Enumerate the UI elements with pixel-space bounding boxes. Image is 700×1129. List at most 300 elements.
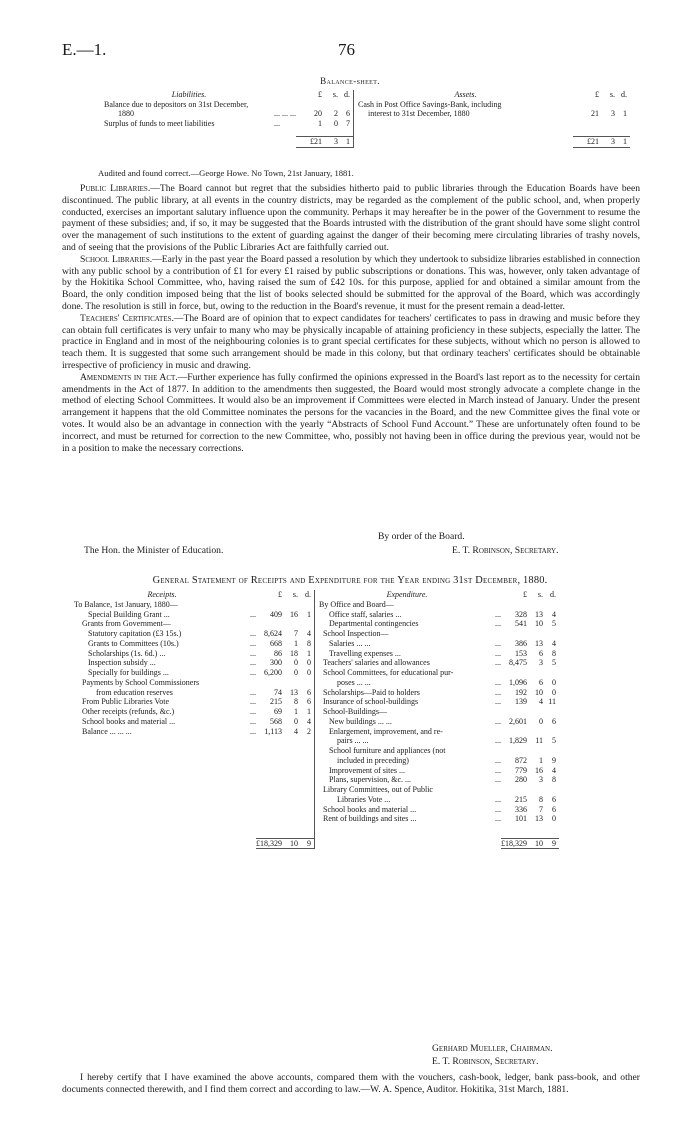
table-row <box>74 775 559 785</box>
expenditure-label: School Inspection— <box>315 629 496 639</box>
leader-dots: ... <box>250 668 256 677</box>
balance-sheet-table: Liabilities. £ s. d. Assets. £ s. d. Balance due to depositors on 31st December, Cash in Post Office Savings-Bank, including 1880 ... ... ... 20 2 6 interest to 31st December, 1880 21 3 1 Surplus of funds to meet liabilities ... 1 0 7 £21 3 1 £21 3 1 <box>104 90 630 148</box>
expenditure-label: Salaries ... ... <box>315 639 496 649</box>
page-header <box>0 40 700 64</box>
amount-pounds: 74 <box>274 687 282 697</box>
section-heading: School Libraries. <box>80 253 153 265</box>
expenditure-label: included in preceding) <box>315 756 496 766</box>
amount-pence: 6 <box>552 716 556 726</box>
amount-shillings: 7 <box>539 804 543 814</box>
amount-pence: 6 <box>552 804 556 814</box>
table-row <box>74 805 559 815</box>
receipts-label: Scholarships (1s. 6d.) ... <box>88 648 166 658</box>
amount-shillings: 16 <box>290 609 298 619</box>
amount-pounds: 8,475 <box>509 658 527 668</box>
total-pence: 9 <box>543 838 559 849</box>
document-ref: E.—1. <box>62 40 107 59</box>
amount-pence: 4 <box>307 629 311 638</box>
total-pounds: £21 <box>296 137 322 148</box>
table-row <box>74 678 559 688</box>
expenditure-label: School Committees, for educational pur- <box>315 668 496 678</box>
amount-shillings: 13 <box>535 609 543 619</box>
expenditure-label: Libraries Vote ... <box>315 795 496 805</box>
amount-shillings: 16 <box>535 765 543 775</box>
leader-dots: ... <box>250 687 256 697</box>
expenditure-heading: Expenditure. <box>315 590 496 600</box>
leader-dots: ... <box>250 609 256 619</box>
total-pounds: £21 <box>573 137 599 148</box>
table-row <box>74 600 559 610</box>
paragraph-teachers-certificates <box>62 313 640 372</box>
amount-pounds: 541 <box>515 619 527 629</box>
table-row <box>74 629 559 639</box>
expenditure-label: pairs ... ... <box>315 736 496 746</box>
unit-pounds: £ <box>595 90 599 99</box>
amount-pence <box>543 707 559 717</box>
liability-label: Balance due to depositors on 31st December, <box>104 99 249 109</box>
total-pence: 9 <box>298 838 315 849</box>
amount-pence <box>298 785 315 795</box>
expenditure-label: Plans, supervision, &c. ... <box>315 775 496 785</box>
leader-dots: ... <box>495 687 501 697</box>
amount-shillings <box>282 746 298 756</box>
amount-pence <box>543 600 559 610</box>
amount-pence: 1 <box>623 109 627 119</box>
amount-pounds: 872 <box>515 755 527 765</box>
assets-heading: Assets. <box>354 90 574 100</box>
amount-pounds <box>501 629 527 639</box>
leader-dots: ... <box>495 697 501 707</box>
amount-shillings <box>282 736 298 746</box>
amount-shillings <box>527 629 543 639</box>
table-row <box>74 717 559 727</box>
amount-shillings <box>282 805 298 815</box>
amount-shillings <box>282 795 298 805</box>
expenditure-label: Rent of buildings and sites ... <box>315 814 496 824</box>
table-row <box>74 658 559 668</box>
amount-pounds: 69 <box>274 707 282 716</box>
amount-shillings: 3 <box>611 109 615 119</box>
leader-dots: ... <box>495 658 501 668</box>
expenditure-label: School furniture and appliances (not <box>315 746 496 756</box>
receipts-label <box>74 736 250 746</box>
receipts-label: Payments by School Commissioners <box>82 677 200 687</box>
amount-pounds: 386 <box>515 638 527 648</box>
amount-pence: 5 <box>552 736 556 746</box>
unit-pence: d. <box>550 590 556 599</box>
amount-pounds <box>256 785 282 795</box>
amount-pence <box>543 668 559 678</box>
amount-shillings: 3 <box>539 775 543 785</box>
amount-pounds: 1 <box>318 119 322 129</box>
amount-pounds: 101 <box>515 814 527 824</box>
spacer <box>298 824 315 838</box>
receipts-label: From Public Libraries Vote <box>82 697 170 707</box>
amount-pence: 5 <box>552 658 556 668</box>
amount-shillings: 13 <box>290 687 298 697</box>
spacer <box>256 824 282 838</box>
amount-pounds: 139 <box>515 697 527 707</box>
amount-pounds: 20 <box>314 109 322 119</box>
leader-dots: ... <box>495 638 501 648</box>
amount-shillings <box>282 678 298 688</box>
table-row <box>74 639 559 649</box>
expenditure-label: School books and material ... <box>315 805 496 815</box>
unit-shillings: s. <box>609 90 615 99</box>
table-row <box>74 736 559 746</box>
amount-pounds <box>256 795 282 805</box>
table-row <box>74 727 559 737</box>
expenditure-label: Library Committees, out of Public <box>315 785 496 795</box>
total-shillings: 10 <box>527 838 543 849</box>
table-row <box>74 795 559 805</box>
receipts-label <box>74 756 250 766</box>
spacer <box>315 838 496 849</box>
amount-shillings: 18 <box>290 648 298 658</box>
leader-dots: ... <box>250 638 256 648</box>
amount-pounds: 86 <box>274 648 282 658</box>
amount-shillings: 8 <box>539 794 543 804</box>
liability-label: 1880 <box>118 109 134 119</box>
amount-pence <box>298 805 315 815</box>
expenditure-label: Office staff, salaries ... <box>315 610 496 620</box>
amount-pounds <box>501 785 527 795</box>
section-heading: Public Libraries. <box>80 183 151 194</box>
amount-pounds <box>501 668 527 678</box>
section-heading: Teachers' Certificates. <box>80 312 174 324</box>
report-paragraphs <box>62 183 640 454</box>
expenditure-label: Travelling expenses ... <box>315 649 496 659</box>
amount-pence: 6 <box>307 697 311 707</box>
leader-dots: ... <box>250 716 256 726</box>
balance-sheet-title: Balance-sheet. <box>320 76 380 86</box>
receipts-label: Other receipts (refunds, &c.) <box>82 707 175 716</box>
audit-note: Audited and found correct.—George Howe. No Town, 21st January, 1881. <box>98 168 354 178</box>
total-pounds: £18,329 <box>256 838 282 848</box>
amount-pounds <box>256 678 282 688</box>
receipts-label <box>74 795 250 805</box>
statement-secretary-signature: E. T. Robinson, Secretary. <box>432 1056 539 1067</box>
amount-pence: 0 <box>552 687 556 697</box>
amount-pence: 1 <box>307 648 311 658</box>
amount-shillings <box>282 619 298 629</box>
amount-pounds: 336 <box>515 804 527 814</box>
spacer <box>282 824 298 838</box>
amount-pence: 6 <box>552 794 556 804</box>
amount-pence: 5 <box>552 619 556 629</box>
amount-pence: 0 <box>552 677 556 687</box>
amount-shillings <box>527 600 543 610</box>
liabilities-heading: Liabilities. <box>171 90 207 99</box>
table-row <box>74 785 559 795</box>
by-order: By order of the Board. <box>378 531 465 542</box>
amount-pounds <box>256 736 282 746</box>
amount-pence <box>543 629 559 639</box>
amount-shillings: 0 <box>294 658 298 668</box>
receipts-label: To Balance, 1st January, 1880— <box>74 599 178 609</box>
amount-pence: 9 <box>552 755 556 765</box>
amount-pence: 8 <box>307 638 311 648</box>
receipts-label <box>74 805 250 815</box>
total-shillings: 3 <box>599 137 615 148</box>
amount-pounds: 8,624 <box>264 629 282 638</box>
amount-pounds: 2,601 <box>509 716 527 726</box>
amount-shillings: 4 <box>294 726 298 736</box>
amount-pounds: 192 <box>515 687 527 697</box>
amount-shillings <box>282 785 298 795</box>
amount-pounds: 215 <box>270 697 282 707</box>
amount-shillings: 3 <box>539 658 543 668</box>
amount-pounds: 328 <box>515 609 527 619</box>
amount-shillings: 0 <box>539 716 543 726</box>
table-row <box>74 619 559 629</box>
auditor-certificate <box>62 1072 640 1096</box>
amount-pounds: 1,096 <box>509 677 527 687</box>
total-shillings: 3 <box>322 137 338 148</box>
spacer <box>74 824 250 838</box>
receipts-label: Grants from Government— <box>82 619 171 629</box>
receipts-label: from education reserves <box>96 687 173 697</box>
amount-pounds <box>256 766 282 776</box>
amount-pounds <box>501 727 527 737</box>
table-row <box>74 814 559 824</box>
statement-title: General Statement of Receipts and Expenditure for the Year ending 31st December, 1880. <box>152 575 548 586</box>
paragraph-text: —The Board cannot but regret that the subsidies hitherto paid to public libraries through the Education Boards have been discontinued. The public library, at all events in the country districts, may be regarded as the complement of the public school, and, when properly conducted, exercises an important salutary influence upon the community. Perhaps it may hereafter be in the power of the Government to resume the payment of these subsidies; and, if so, it may be suggested that the Boards intrusted with the distribution of the grant should have some slight control over the management of such institutions to the extent of guarding against the danger of their becoming mere circulating libraries of trashy novels, and of seeing that the provisions of the Public Libraries Act are faithfully carried out. <box>62 183 640 253</box>
amount-pounds <box>256 775 282 785</box>
leader-dots: ... <box>495 804 501 814</box>
receipts-heading: Receipts. <box>147 590 177 599</box>
amount-pounds: 668 <box>270 638 282 648</box>
amount-shillings: 10 <box>535 687 543 697</box>
spacer <box>501 824 527 838</box>
receipts-label: Special Building Grant ... <box>88 609 170 619</box>
amount-pence: 8 <box>552 648 556 658</box>
receipts-label: Grants to Committees (10s.) <box>88 638 179 648</box>
amount-pence <box>298 600 315 610</box>
amount-shillings <box>282 814 298 824</box>
leader-dots: ... <box>250 629 256 638</box>
amount-pence: 1 <box>307 609 311 619</box>
receipts-label: Statutory capitation (£3 15s.) <box>88 629 182 638</box>
receipts-label <box>74 766 250 776</box>
leader-dots: ... <box>495 775 501 785</box>
leader-dots: ... <box>250 697 256 707</box>
certificate-text: I hereby certify that I have examined the above accounts, compared them with the vouchers, cash-book, ledger, bank pass-book, and other documents connected therewith, and I find them correct and according to law.—W. A. Spence, Auditor. Hokitika, 31st March, 1881. <box>62 1072 640 1095</box>
unit-pence: d. <box>621 90 627 99</box>
expenditure-label: Scholarships—Paid to holders <box>315 688 496 698</box>
amount-pounds: 21 <box>591 109 599 119</box>
amount-shillings: 1 <box>539 755 543 765</box>
amount-pounds: 779 <box>515 765 527 775</box>
receipts-label: Inspection subsidy ... <box>88 658 156 668</box>
amount-pence: 4 <box>552 609 556 619</box>
table-row <box>74 756 559 766</box>
amount-pounds <box>256 746 282 756</box>
amount-pounds: 1,829 <box>509 736 527 746</box>
amount-pounds: 280 <box>515 775 527 785</box>
amount-shillings: 2 <box>334 109 338 119</box>
amount-pounds: 6,200 <box>264 668 282 677</box>
spacer <box>74 838 250 849</box>
table-row <box>74 697 559 707</box>
section-heading: Amendments in the Act. <box>80 371 178 383</box>
secretary-signature: E. T. Robinson, Secretary. <box>452 545 559 556</box>
receipts-label <box>74 775 250 785</box>
amount-pence: 7 <box>346 119 350 129</box>
receipts-label <box>74 785 250 795</box>
unit-shillings: s. <box>537 590 543 599</box>
amount-pence <box>543 746 559 756</box>
amount-shillings: 8 <box>294 697 298 707</box>
total-pence: 1 <box>615 137 630 148</box>
amount-shillings <box>527 727 543 737</box>
amount-pence <box>298 756 315 766</box>
expenditure-label: By Office and Board— <box>315 600 496 610</box>
leader-dots: ... <box>495 677 501 687</box>
amount-shillings: 13 <box>535 638 543 648</box>
amount-pence <box>298 746 315 756</box>
amount-shillings <box>282 756 298 766</box>
unit-pounds: £ <box>318 90 322 99</box>
receipts-label <box>74 746 250 756</box>
leader-dots: ... <box>250 707 256 716</box>
receipts-label: Specially for buildings ... <box>88 668 169 677</box>
amount-shillings: 4 <box>539 697 543 707</box>
amount-pence: 4 <box>307 716 311 726</box>
amount-pounds: 568 <box>270 716 282 726</box>
unit-pounds: £ <box>523 590 527 599</box>
table-row <box>74 746 559 756</box>
amount-pence: 8 <box>552 775 556 785</box>
expenditure-label: Enlargement, improvement, and re- <box>315 727 496 737</box>
amount-pounds: 300 <box>270 658 282 668</box>
amount-shillings: 0 <box>334 119 338 129</box>
amount-pence: 0 <box>307 668 311 677</box>
expenditure-label: School-Buildings— <box>315 707 496 717</box>
leader-dots: ... <box>495 716 501 726</box>
amount-pounds <box>256 805 282 815</box>
spacer <box>315 824 496 838</box>
expenditure-label: Improvement of sites ... <box>315 766 496 776</box>
unit-shillings: s. <box>292 590 298 599</box>
amount-pence <box>298 678 315 688</box>
amount-shillings: 1 <box>294 707 298 716</box>
amount-shillings <box>282 775 298 785</box>
leader-dots: ... <box>250 648 256 658</box>
amount-pence <box>543 727 559 737</box>
amount-shillings <box>527 785 543 795</box>
amount-pence <box>298 736 315 746</box>
leader-dots: ... <box>495 736 501 746</box>
amount-pence: 2 <box>307 726 311 736</box>
leader-dots: ... <box>250 658 256 668</box>
page-number: 76 <box>338 40 355 59</box>
statement-table <box>74 590 559 849</box>
table-row <box>74 610 559 620</box>
amount-shillings: 1 <box>294 638 298 648</box>
amount-pounds <box>256 814 282 824</box>
paragraph-text: —Further experience has fully confirmed the opinions expressed in the Board's last report as to the necessity for certain amendments in the Act of 1877. In addition to the amendments then suggested, the Board would most strongly advocate a complete change in the method of electing School Committees. It would also be an improvement if Committees were elected in March instead of January. Under the present arrangement it happens that the old Committee nominates the persons for the vacancies in the Board, and the new Committee gives the final vote or votes. It would also be an advantage in connection with the yearly “Abstracts of School Fund Account.” These are unfortunately often found to be incorrect, and must be returned for correction to the new Committee, who, possibly not having been in office during the previous year, would not be in a position to make the necessary corrections. <box>62 371 640 454</box>
paragraph-school-libraries <box>62 254 640 313</box>
leader-dots: ... <box>495 755 501 765</box>
amount-shillings: 6 <box>539 677 543 687</box>
paragraph-text: —The Board are of opinion that to expect candidates for teachers' certificates to pass in drawing and music before they can obtain full certificates is very unfair to many who may be physically incapable of attaining proficiency in these subjects, especially the latter. The practice in England and in most of the neighbouring colonies is to grant special certificates for these subjects, without which no person is allowed to teach them. It is suggested that some such arrangement should be made in this colony, but that ordinary teachers' certificates should be obtainable irrespective of proficiency in music and drawing. <box>62 312 640 371</box>
amount-shillings: 0 <box>294 668 298 677</box>
amount-pence <box>298 775 315 785</box>
table-row <box>74 649 559 659</box>
amount-shillings: 10 <box>535 619 543 629</box>
amount-pounds: 409 <box>270 609 282 619</box>
amount-pounds <box>501 746 527 756</box>
paragraph-text: —Early in the past year the Board passed a resolution by which they undertook to subsidize libraries established in connection with any public school by a contribution of £1 for every £1 raised by public subscriptions or donations. This was, however, only taken advantage of by the Hokitika School Committee, who, having raised the sum of £42 10s. for this purpose, applied for and obtained a similar amount from the Board, the only condition imposed being that the list of books selected should be submitted for the approval of the Board, which was accordingly done. The resolution is still in force, but, owing to the reduction in the Board's revenue, it must for the present remain a dead-letter. <box>62 253 640 312</box>
receipts-label <box>74 814 250 824</box>
table-row <box>74 707 559 717</box>
leader-dots: ... <box>495 765 501 775</box>
leader-dots: ... <box>495 619 501 629</box>
amount-pence: 11 <box>548 697 556 707</box>
amount-shillings <box>527 707 543 717</box>
amount-shillings: 13 <box>535 814 543 824</box>
asset-label: Cash in Post Office Savings-Bank, including <box>354 100 574 110</box>
amount-pence <box>298 814 315 824</box>
unit-pence: d. <box>344 90 350 99</box>
amount-pence <box>298 766 315 776</box>
amount-pence: 0 <box>552 814 556 824</box>
total-pounds: £18,329 <box>501 838 527 848</box>
amount-pounds <box>256 619 282 629</box>
amount-pence: 4 <box>552 765 556 775</box>
total-shillings: 10 <box>282 838 298 849</box>
amount-shillings: 0 <box>294 716 298 726</box>
asset-label: interest to 31st December, 1880 <box>354 109 574 119</box>
leader-dots: ... <box>495 648 501 658</box>
leader-dots: ... <box>495 814 501 824</box>
amount-shillings <box>527 746 543 756</box>
expenditure-label: New buildings ... ... <box>315 717 496 727</box>
amount-pence <box>298 619 315 629</box>
amount-shillings <box>282 766 298 776</box>
amount-pence: 0 <box>307 658 311 668</box>
paragraph-amendments <box>62 372 640 455</box>
table-row <box>74 688 559 698</box>
table-row <box>74 668 559 678</box>
total-pence: 1 <box>338 137 354 148</box>
amount-pence: 6 <box>346 109 350 119</box>
paragraph-public-libraries <box>62 183 640 254</box>
amount-pounds: 153 <box>515 648 527 658</box>
expenditure-label: poses ... ... <box>315 678 496 688</box>
receipts-label: Balance ... ... ... <box>82 726 132 736</box>
leader-dots: ... <box>250 726 256 736</box>
table-row <box>74 766 559 776</box>
amount-pounds <box>501 707 527 717</box>
unit-pence: d. <box>305 590 311 599</box>
spacer <box>543 824 559 838</box>
amount-pounds: 215 <box>515 794 527 804</box>
addressee: The Hon. the Minister of Education. <box>84 545 224 556</box>
amount-pence <box>543 785 559 795</box>
unit-pounds: £ <box>278 590 282 599</box>
liability-label: Surplus of funds to meet liabilities <box>104 119 215 129</box>
amount-shillings <box>282 600 298 610</box>
unit-shillings: s. <box>332 90 338 99</box>
amount-pence: 6 <box>307 687 311 697</box>
leader-dots: ... <box>495 794 501 804</box>
expenditure-label: Insurance of school-buildings <box>315 697 496 707</box>
amount-shillings: 7 <box>294 629 298 638</box>
amount-pence <box>298 795 315 805</box>
amount-shillings: 11 <box>535 736 543 746</box>
